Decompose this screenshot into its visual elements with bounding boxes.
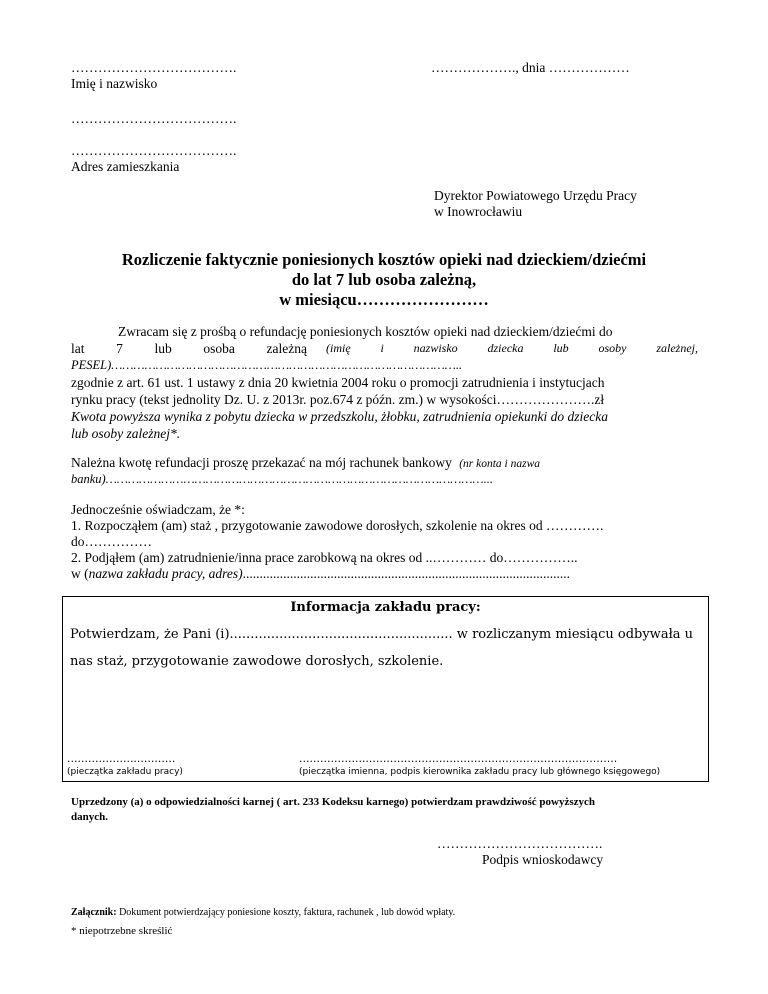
address-label: Adres zamieszkania — [71, 159, 180, 174]
declaration-item-2-italic: nazwa zakładu pracy, adres) — [88, 566, 243, 581]
attachment-note — [71, 907, 455, 918]
bank-line-2: banku)…………………………………………………………………………………………... — [71, 472, 493, 486]
request-line-6: Kwota powyższa wynika z pobytu dziecka w przedszkolu, żłobku, zatrudnienia opiekunki do dziecka — [71, 409, 608, 424]
stamp-label: (pieczątka zakładu pracy) — [67, 767, 183, 777]
bank-line-1-italic: (nr konta i nazwa — [459, 458, 541, 470]
employer-box-line-1: Potwierdzam, że Pani (i)...................................................... w rozliczanym miesiącu odbywała u — [70, 627, 694, 642]
attachment-label: Załącznik: — [71, 907, 117, 918]
attachment-text: Dokument potwierdzający poniesione koszty, faktura, rachunek , lub dowód wpłaty. — [116, 907, 456, 918]
address-field-line-2: ………………………………. — [71, 143, 237, 158]
request-line-4: zgodnie z art. 61 ust. 1 ustawy z dnia 20 kwietnia 2004 roku o promocji zatrudnienia i instytucjach — [71, 375, 605, 390]
employer-box-heading: Informacja zakładu pracy: — [290, 600, 481, 615]
address-field-line-1: ………………………………. — [71, 111, 237, 126]
bank-line-1-text: Należna kwotę refundacji proszę przekazać na mój rachunek bankowy — [71, 455, 452, 470]
recipient-line-1: Dyrektor Powiatowego Urzędu Pracy — [434, 188, 637, 203]
signature-dots: ........................................................................................... — [299, 752, 618, 765]
signature-label: (pieczątka imienna, podpis kierownika zakładu pracy lub głównego księgowego) — [299, 767, 661, 777]
request-line-2 — [71, 341, 698, 357]
document-title-line-1: Rozliczenie faktycznie poniesionych kosztów opieki nad dzieckiem/dziećmi — [121, 250, 647, 269]
document-title-line-3: w miesiącu…………………… — [279, 290, 489, 309]
request-line-3: PESEL)………………………………………………………………………………….. — [71, 358, 463, 372]
declaration-item-2-line-1: 2. Podjąłem (am) zatrudnienie/inna prace zarobkową na okres od ..………… do…………….. — [71, 550, 578, 565]
footnote: * niepotrzebne skreślić — [71, 925, 173, 937]
employer-box-line-2: nas staż, przygotowanie zawodowe dorosłych, szkolenie. — [70, 654, 444, 669]
employer-info-box — [62, 596, 709, 782]
request-line-7: lub osoby zależnej*. — [71, 426, 181, 441]
declaration-item-1-line-2: do…………… — [71, 534, 152, 549]
request-line-2-text: lat 7 lub osoba zależną — [71, 341, 307, 356]
warning-line-1: Uprzedzony (a) o odpowiedzialności karnej ( art. 233 Kodeksu karnego) potwierdzam prawdziwość powyższych — [71, 796, 595, 808]
request-line-2-italic: (imię i nazwisko dziecka lub osoby zależnej, — [326, 341, 698, 355]
place-date-line: ………………., dnia ……………… — [431, 60, 630, 75]
request-line-1: Zwracam się z prośbą o refundację poniesionych kosztów opieki nad dzieckiem/dziećmi do — [118, 324, 613, 339]
declaration-item-2-prefix: w ( — [71, 566, 89, 581]
applicant-signature-label: Podpis wnioskodawcy — [482, 852, 604, 867]
recipient-line-2: w Inowrocławiu — [434, 204, 523, 219]
request-line-5: rynku pracy (tekst jednolity Dz. U. z 2013r. poz.674 z późn. zm.) w wysokości………………….zł — [71, 392, 605, 407]
stamp-dots: ............................... — [67, 752, 176, 765]
document-title-line-2: do lat 7 lub osoba zależną, — [291, 270, 477, 289]
declaration-item-2-dots: ................................................................................................. — [242, 566, 570, 581]
declaration-intro: Jednocześnie oświadczam, że *: — [71, 502, 245, 517]
name-field-line: ………………………………. — [71, 60, 237, 75]
name-label: Imię i nazwisko — [71, 76, 158, 91]
warning-line-2: danych. — [71, 811, 108, 823]
declaration-item-2-line-2 — [71, 566, 570, 582]
applicant-signature-dots: ………………………………. — [437, 836, 603, 851]
declaration-item-1-line-1: 1. Rozpocząłem (am) staż , przygotowanie zawodowe dorosłych, szkolenie na okres od …………. — [71, 518, 604, 533]
bank-line-1 — [71, 455, 540, 471]
